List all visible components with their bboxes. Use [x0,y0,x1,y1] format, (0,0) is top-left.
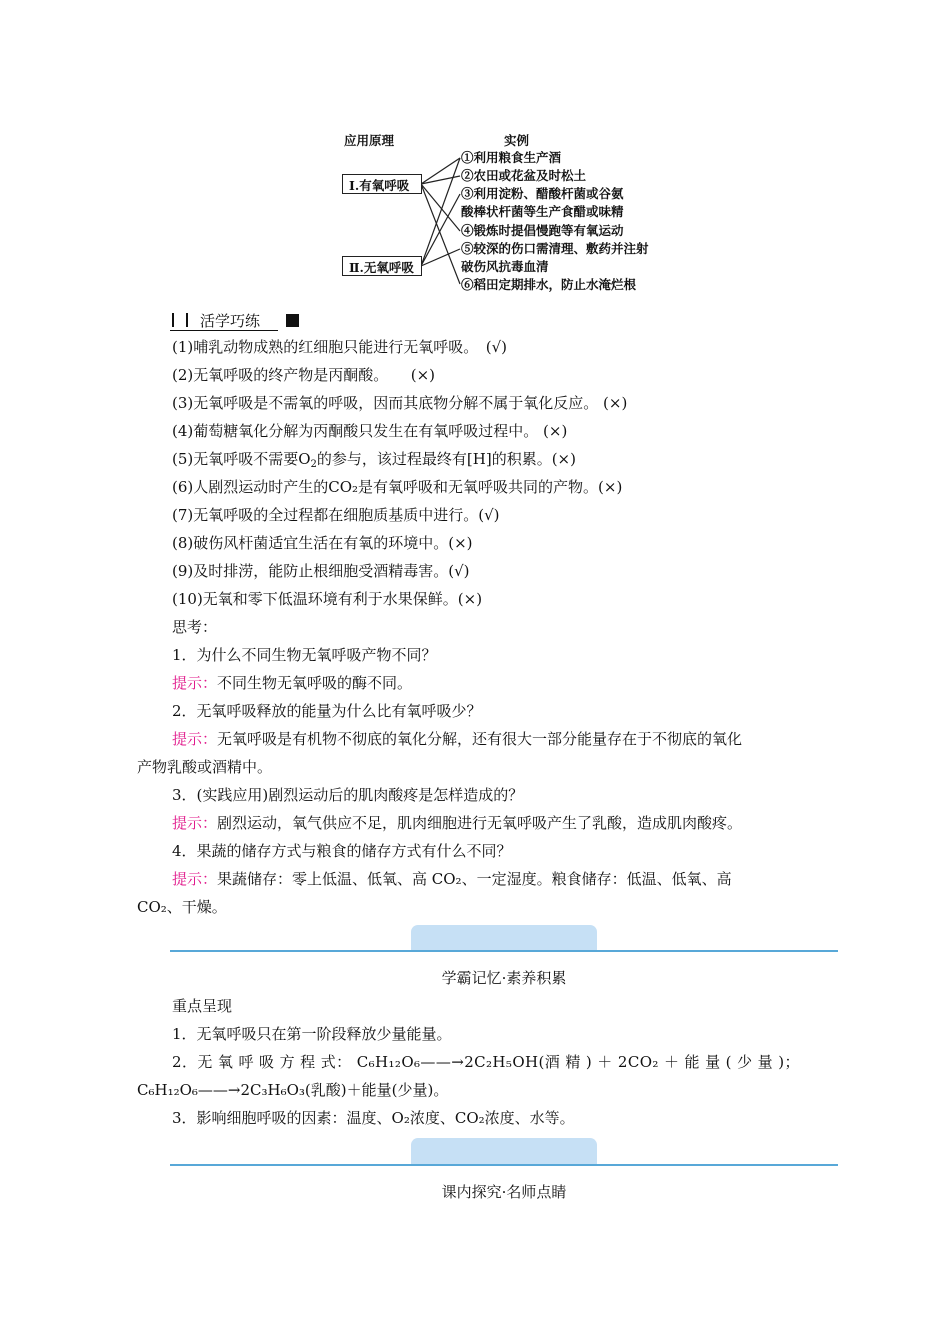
section-tab-1 [411,925,597,950]
example-5-cont: 破伤风抗毒血清 [461,259,549,274]
practice-item-1: (1)哺乳动物成熟的红细胞只能进行无氧呼吸。 (√) [172,338,508,356]
key-point-3: 3．影响细胞呼吸的因素：温度、O₂浓度、CO₂浓度、水等。 [172,1109,575,1127]
think-heading: 思考： [172,618,218,636]
practice-item-3: (3)无氧呼吸是不需氧的呼吸，因而其底物分解不属于氧化反应。 (×) [172,394,628,412]
practice-item-2: (2)无氧呼吸的终产物是丙酮酸。 (×) [172,366,436,384]
key-point-1: 1．无氧呼吸只在第一阶段释放少量能量。 [172,1025,452,1043]
section-title-explore: 课内探究·名师点睛 [441,1183,567,1201]
practice-item-4: (4)葡萄糖氧化分解为丙酮酸只发生在有氧呼吸过程中。 (×) [172,422,568,440]
question-1: 1．为什么不同生物无氧呼吸产物不同？ [172,646,437,664]
example-3-cont: 酸棒状杆菌等生产食醋或味精 [461,204,624,219]
example-6: ⑥稻田定期排水，防止水淹烂根 [461,277,637,292]
section-title-memory: 学霸记忆·素养积累 [441,969,567,987]
answer-4-line2: CO₂、干燥。 [137,898,227,916]
example-5: ⑤较深的伤口需清理、敷药并注射 [461,241,649,256]
question-2: 2．无氧呼吸释放的能量为什么比有氧呼吸少？ [172,702,482,720]
practice-item-10: (10)无氧和零下低温环境有利于水果保鲜。(×) [172,590,483,608]
example-4: ④锻炼时提倡慢跑等有氧运动 [461,223,624,238]
practice-item-5: (5)无氧呼吸不需要$O_2$的参与，该过程最终有[H]的积累。(×) [172,450,576,470]
example-1: ①利用粮食生产酒 [461,150,562,165]
question-3: 3．(实践应用)剧烈运动后的肌肉酸疼是怎样造成的？ [172,786,524,804]
answer-2-line1: 提示：无氧呼吸是有机物不彻底的氧化分解，还有很大一部分能量存在于不彻底的氧化 [172,730,743,748]
practice-item-6: (6)人剧烈运动时产生的CO₂是有氧呼吸和无氧呼吸共同的产物。(×) [172,478,623,496]
hint-label: 提示： [172,870,218,888]
example-3: ③利用淀粉、醋酸杆菌或谷氨 [461,186,624,201]
practice-heading [170,310,300,332]
hint-label: 提示： [172,730,218,748]
anaerobic-respiration-box: Ⅱ.无氧呼吸 [342,256,422,276]
section-divider-2 [170,1164,838,1166]
key-point-2-line2: C₆H₁₂O₆——→2C₃H₆O₃(乳酸)＋能量(少量)。 [137,1081,449,1099]
practice-title: 活学巧练 [200,312,261,330]
practice-item-9: (9)及时排涝，能防止根细胞受酒精毒害。(√) [172,562,470,580]
heading-bar-mark [172,313,174,327]
diagram-header-examples: 实例 [504,133,530,148]
diagram-header-principle: 应用原理 [344,133,395,148]
hint-label: 提示： [172,814,218,832]
answer-4-line1: 提示：果蔬储存：零上低温、低氧、高 CO₂、一定湿度。粮食储存：低温、低氧、高 [172,870,732,888]
key-point-2-line1: 2．无 氧 呼 吸 方 程 式： C₆H₁₂O₆——→2C₂H₅OH(酒 精 ) ＋ 2CO₂ ＋ 能 量 ( 少 量 )； [172,1053,800,1071]
section-tab-2 [411,1138,597,1164]
heading-square-mark [286,314,299,327]
heading-bar-mark-2 [186,313,188,327]
question-4: 4．果蔬的储存方式与粮食的储存方式有什么不同？ [172,842,512,860]
section-divider-1 [170,950,838,952]
aerobic-respiration-box: Ⅰ.有氧呼吸 [342,174,422,194]
answer-2-line2: 产物乳酸或酒精中。 [137,758,273,776]
key-points-heading: 重点呈现 [172,997,233,1015]
heading-underline [170,330,278,331]
answer-3: 提示：剧烈运动，氧气供应不足，肌肉细胞进行无氧呼吸产生了乳酸，造成肌肉酸疼。 [172,814,743,832]
practice-item-7: (7)无氧呼吸的全过程都在细胞质基质中进行。(√) [172,506,500,524]
answer-1: 提示：不同生物无氧呼吸的酶不同。 [172,674,413,692]
practice-item-8: (8)破伤风杆菌适宜生活在有氧的环境中。(×) [172,534,473,552]
example-2: ②农田或花盆及时松土 [461,168,587,183]
hint-label: 提示： [172,674,218,692]
